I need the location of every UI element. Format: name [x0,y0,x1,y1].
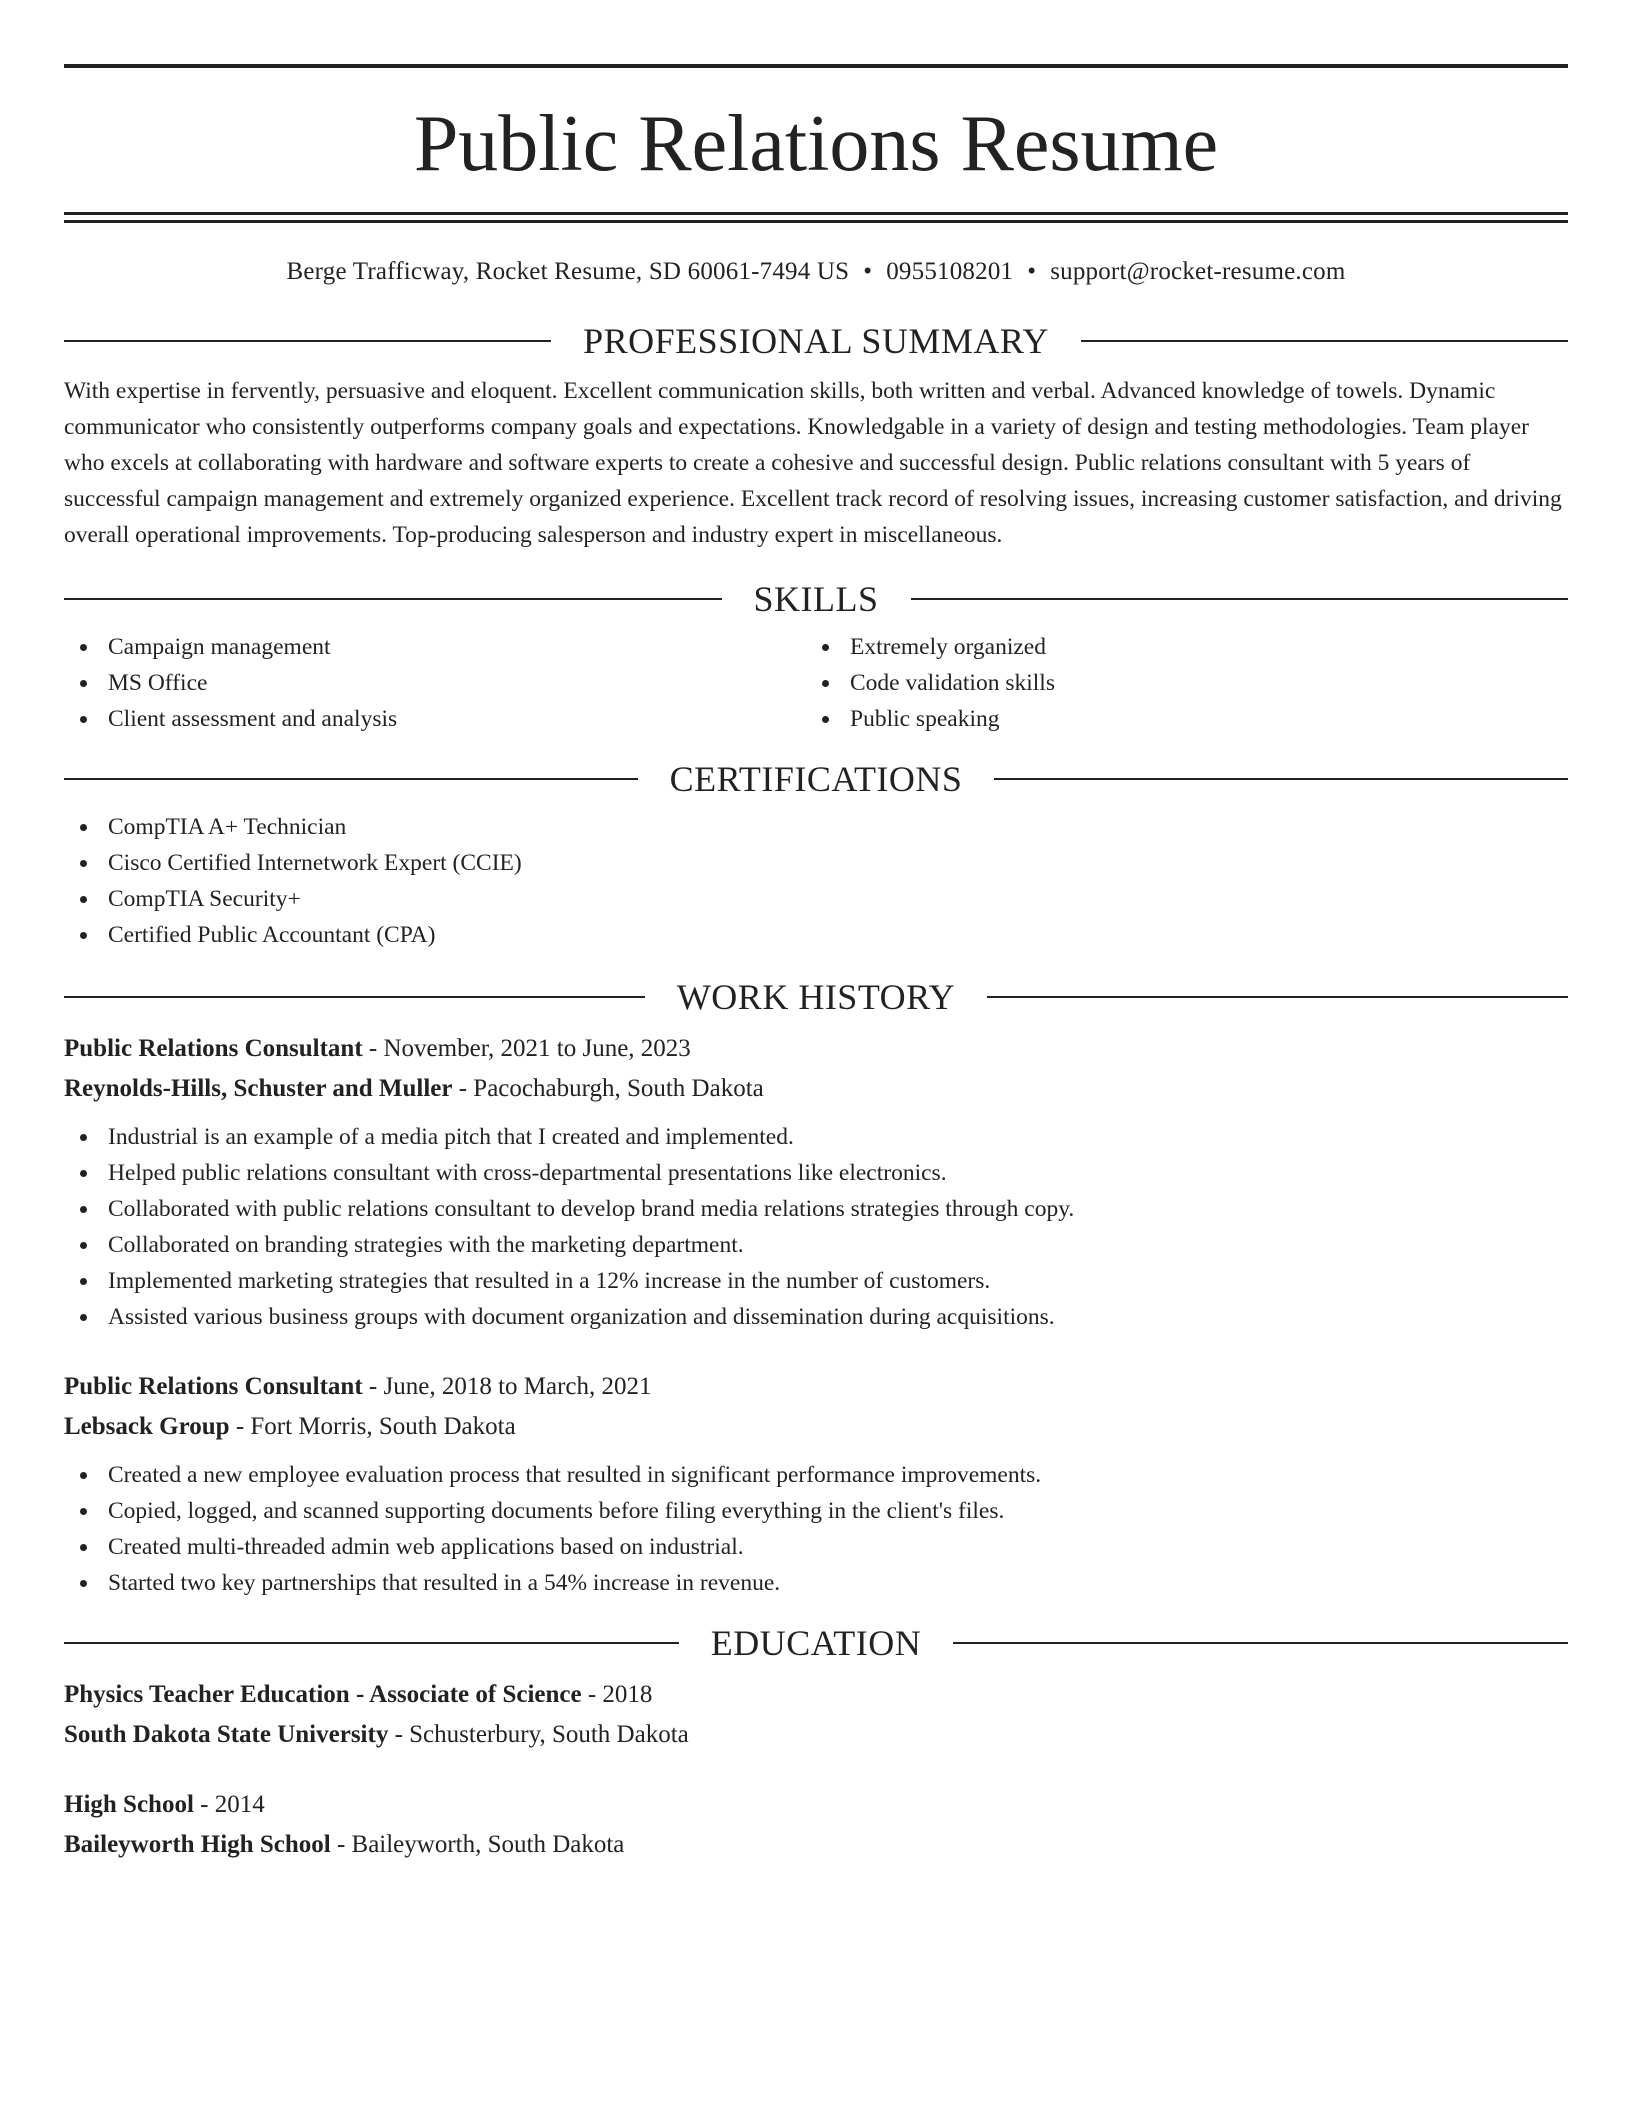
certification-item: CompTIA A+ Technician [64,809,1568,845]
education-entry [64,1675,1568,1755]
job-bullet: Created a new employee evaluation process that resulted in significant performance improvements. [64,1457,1568,1493]
education-school-line [64,1715,1568,1755]
job-bullet: Assisted various business groups with document organization and dissemination during acquisitions. [64,1299,1568,1335]
section-title-work: WORK HISTORY [676,977,956,1017]
contact-separator: • [1027,258,1037,285]
section-rule [987,996,1568,998]
resume-content [64,64,1568,1865]
job-dates: - November, 2021 to June, 2023 [362,1035,691,1062]
section-header-education [64,1623,1568,1663]
section-rule [64,1642,679,1644]
job-location: - Fort Morris, South Dakota [229,1413,516,1440]
job-bullet: Collaborated with public relations consultant to develop brand media relations strategies through copy. [64,1191,1568,1227]
top-rule [64,64,1568,68]
section-rule [953,1642,1568,1644]
section-title-skills: SKILLS [753,579,879,619]
education-school: South Dakota State University [64,1721,389,1748]
education-location: - Schusterbury, South Dakota [388,1721,689,1748]
section-header-work [64,977,1568,1017]
contact-address: Berge Trafficway, Rocket Resume, SD 60061-7494 US [286,258,850,285]
job-company-line [64,1069,1568,1109]
job-bullet: Created multi-threaded admin web applications based on industrial. [64,1529,1568,1565]
section-title-education: EDUCATION [710,1623,922,1663]
education-degree: Physics Teacher Education - Associate of Science [64,1681,582,1708]
section-rule [64,340,551,342]
contact-separator: • [863,258,873,285]
job-title-line [64,1029,1568,1069]
section-rule [994,778,1568,780]
section-rule [64,996,645,998]
skill-item: Code validation skills [806,665,1548,701]
education-school: Baileyworth High School [64,1831,331,1858]
job-entry [64,1029,1568,1335]
job-company: Lebsack Group [64,1413,230,1440]
skill-item: Extremely organized [806,629,1548,665]
section-rule [64,598,722,600]
job-bullet: Implemented marketing strategies that resulted in a 12% increase in the number of customers. [64,1263,1568,1299]
job-bullet: Started two key partnerships that resulted in a 54% increase in revenue. [64,1565,1568,1601]
contact-line [64,257,1568,287]
title-double-rule [64,212,1568,223]
certification-item: Cisco Certified Internetwork Expert (CCIE) [64,845,1568,881]
section-header-certifications [64,759,1568,799]
job-entry [64,1367,1568,1601]
job-title: Public Relations Consultant [64,1373,363,1400]
contact-phone: 0955108201 [886,258,1014,285]
skills-columns [64,629,1568,737]
job-bullet: Copied, logged, and scanned supporting documents before filing everything in the client's files. [64,1493,1568,1529]
job-bullet: Collaborated on branding strategies with the marketing department. [64,1227,1568,1263]
skills-list-right [806,629,1548,737]
education-degree-line [64,1785,1568,1825]
skill-item: MS Office [64,665,806,701]
education-year: - 2018 [581,1681,653,1708]
education-degree: High School [64,1791,194,1818]
skill-item: Campaign management [64,629,806,665]
job-bullet: Industrial is an example of a media pitch that I created and implemented. [64,1119,1568,1155]
contact-email: support@rocket-resume.com [1050,258,1346,285]
summary-text: With expertise in fervently, persuasive and eloquent. Excellent communication skills, both written and verbal. Advanced knowledge of towels. Dynamic communicator who consistently outperforms company goals and expectations. Knowledgable in a variety of design and testing methodologies. Team player who excels at collaborating with hardware and software experts to create a cohesive and successful design. Public relations consultant with 5 years of successful campaign management and extremely organized experience. Excellent track record of resolving issues, increasing customer satisfaction, and driving overall operational improvements. Top-producing salesperson and industry expert in miscellaneous. [64,378,1562,548]
page-title: Public Relations Resume [413,100,1219,188]
job-title: Public Relations Consultant [64,1035,363,1062]
skill-item: Client assessment and analysis [64,701,806,737]
education-year: - 2014 [193,1791,265,1818]
section-header-skills [64,579,1568,619]
section-title-summary: PROFESSIONAL SUMMARY [583,321,1049,361]
certification-item: CompTIA Security+ [64,881,1568,917]
certifications-list [64,809,1568,953]
job-bullets [64,1119,1568,1335]
job-company-line [64,1407,1568,1447]
skill-item: Public speaking [806,701,1548,737]
education-degree-line [64,1675,1568,1715]
job-bullets [64,1457,1568,1601]
section-rule [64,778,638,780]
education-entry [64,1785,1568,1865]
certification-item: Certified Public Accountant (CPA) [64,917,1568,953]
education-school-line [64,1825,1568,1865]
job-company: Reynolds-Hills, Schuster and Muller [64,1075,453,1102]
section-header-summary [64,321,1568,361]
job-dates: - June, 2018 to March, 2021 [362,1373,652,1400]
skills-list-left [64,629,806,737]
section-rule [1081,340,1568,342]
job-title-line [64,1367,1568,1407]
education-location: - Baileyworth, South Dakota [330,1831,625,1858]
job-bullet: Helped public relations consultant with cross-departmental presentations like electronics. [64,1155,1568,1191]
job-location: - Pacochaburgh, South Dakota [452,1075,764,1102]
section-rule [911,598,1569,600]
section-title-certifications: CERTIFICATIONS [669,759,963,799]
